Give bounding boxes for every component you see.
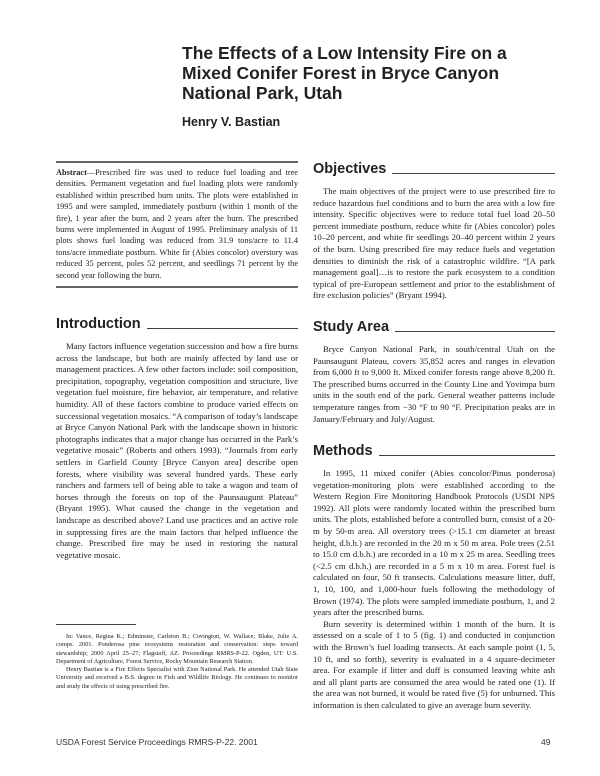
section-heading — [313, 319, 555, 335]
abstract-text: —Prescribed fire was used to reduce fuel loading and tree densities. Permanent vegetation and fuel loading plots were randomly established within prescribed burn units. The plots were established in 1995 and were sampled, immediately postburn (within 1 month of the fire), 1 year after the burn, and 2 years after the burn. The prescribed burns were implemented in August of 1995. Preliminary analysis of 11 plots shows fuel loading was reduced from 31.9 tons/acre to 11.4 tons/acre immediate postburn. White fir (Abies concolor) overstory was reduced 35 percent, poles 52 percent, and seedlings 71 percent by the second year following the burn. — [56, 168, 298, 280]
footer-source: USDA Forest Service Proceedings RMRS-P-22. 2001 — [56, 737, 258, 747]
study-area-section — [313, 319, 555, 425]
heading-rule — [147, 328, 298, 329]
paragraph: The main objectives of the project were to use prescribed fire to reduce hazardous fuel conditions and to burn the area with a low fire intensity. Specific objectives were to reduce total fuel load 20–50 percent immediate postburn, reduce white fir (Abies concolor) poles 10–20 percent, and white fir seedlings 20–40 percent within 2 years of the burn. Using prescribed fire may reduce fuels and vegetation densities to diminish the risk of a catastrophic wildfire. “[A park management goal]…is to restore the park ecosystem to a condition typical of pre-European settlement and prior to the establishment of fire exclusion policies” (Bryant 1994). — [313, 186, 555, 301]
footnote-citation: In: Vance, Regina K.; Edminster, Carleton B.; Covington, W. Wallace; Blake, Julie A. comps. 2001. Ponderosa pine ecosystems restoration and conservation: steps toward stewardship; 2000 April 25–27; Flagstaff, AZ. Proceedings RMRS-P-22. Ogden, UT: U.S. Department of Agriculture, Forest Service, Rocky Mountain Research Station. — [56, 633, 298, 665]
paragraph: In 1995, 11 mixed conifer (Abies concolor/Pinus ponderosa) vegetation-monitoring plots were established according to the Western Region Fire Monitoring Handbook Protocols (USDI NPS 1992). All plots were randomly located within the prescribed burn units. The plots, established before a controlled burn, consist of a 20-m by 50-m area. All overstory trees (>15.1 cm diameter at breast height, d.b.h.) are recorded in the 20 m x 50 m area. Pole trees (2.51 to 15.0 cm d.b.h.) are recorded in a 10 m x 25 m area. Seedling trees (<2.5 cm d.b.h.) are recorded in a 5 m x 10 m area. Forest fuel is calculated on four, 50 ft transects. Calculations measure litter, duff, 1, 10, 100, and 1,000-hour fuels following the methodology of Brown (1974). The plots were sampled immediate postburn, 1, and 2 years after the prescribed burns. — [313, 468, 555, 618]
heading-text: Methods — [313, 443, 373, 459]
methods-section — [313, 443, 555, 711]
heading-rule — [392, 173, 555, 174]
paper-title: The Effects of a Low Intensity Fire on a Mixed Conifer Forest in Bryce Canyon National Park, Utah — [182, 43, 507, 103]
page-number: 49 — [541, 737, 551, 747]
heading-text: Introduction — [56, 316, 141, 332]
footnote-rule — [56, 624, 136, 625]
heading-text: Objectives — [313, 161, 387, 177]
section-heading — [56, 316, 298, 332]
section-heading — [313, 161, 555, 177]
paragraph: Burn severity is determined within 1 month of the burn. It is assessed on a scale of 1 to 5 (fig. 1) and conducted in conjunction with the Brown’s fuel loading transects. At each sample point (1, 5, 10 ft, and so forth), severity is evaluated in a 4 square-decimeter area. For example if litter and duff is consumed leaving white ash and all plant parts are consumed the area would be rated one (1). If the area was not burned, it would be rated five (5) for unburned. This information is then calculated to give an average burn severity. — [313, 618, 555, 710]
heading-rule — [395, 331, 555, 332]
introduction-section — [56, 316, 298, 561]
heading-rule — [379, 455, 555, 456]
paragraph: Bryce Canyon National Park, in south/central Utah on the Paunsaugunt Plateau, covers 35,852 acres and ranges in elevation from 6,000 ft to 9,000 ft. Mixed conifer forests range above 8,200 ft. The prescribed burns occurred in the County Line and Yovimpa burn units in the south end of the park. General weather patterns include temperature ranges from −30 °F to 90 °F. Precipitation peaks are in January/February and July/August. — [313, 344, 555, 424]
footnote — [56, 624, 298, 691]
footnote-author-bio: Henry Bastian is a Fire Effects Specialist with Zion National Park. He attended Utah State University and received a B.S. degree in Fish and Wildlife Biology. He continues to monitor and study the effects of using prescribed fire. — [56, 666, 298, 690]
author-name: Henry V. Bastian — [182, 115, 281, 129]
abstract-label: Abstract — [56, 168, 87, 177]
abstract-block — [56, 161, 298, 288]
objectives-section — [313, 161, 555, 302]
section-heading — [313, 443, 555, 459]
paragraph: Many factors influence vegetation succession and how a fire burns across the landscape, but both are mainly affected by land use or management practices. A few other factors include: soil composition, precipitation, topography, vegetation composition and structure, live vegetation fuel moisture, fire behavior, air temperature, and relative humidity. All of these factors combine to produce varied effects on successional vegetation mosaics. “A comparison of today’s landscape at Bryce Canyon National Park with the landscape shown in historic photographs indicates that a major change has occurred in the Park’s vegetative mosaic” (Roberts and others 1993). “Journals from early settlers in Garfield County [Bryce Canyon area] describe open forests, where visibility was several hundred yards. These early ranchers and farmers tell of being able to take a wagon and team of horses through the forests on top of the Paunsaugunt Plateau” (Bryant 1995). What caused the change in the vegetation and landscape as described above? Land use practices and an active role in suppressing fires are the main factors that helped influence the change. Prescribed fire may be used in restoring the natural vegetative mosaic. — [56, 341, 298, 560]
heading-text: Study Area — [313, 319, 390, 335]
